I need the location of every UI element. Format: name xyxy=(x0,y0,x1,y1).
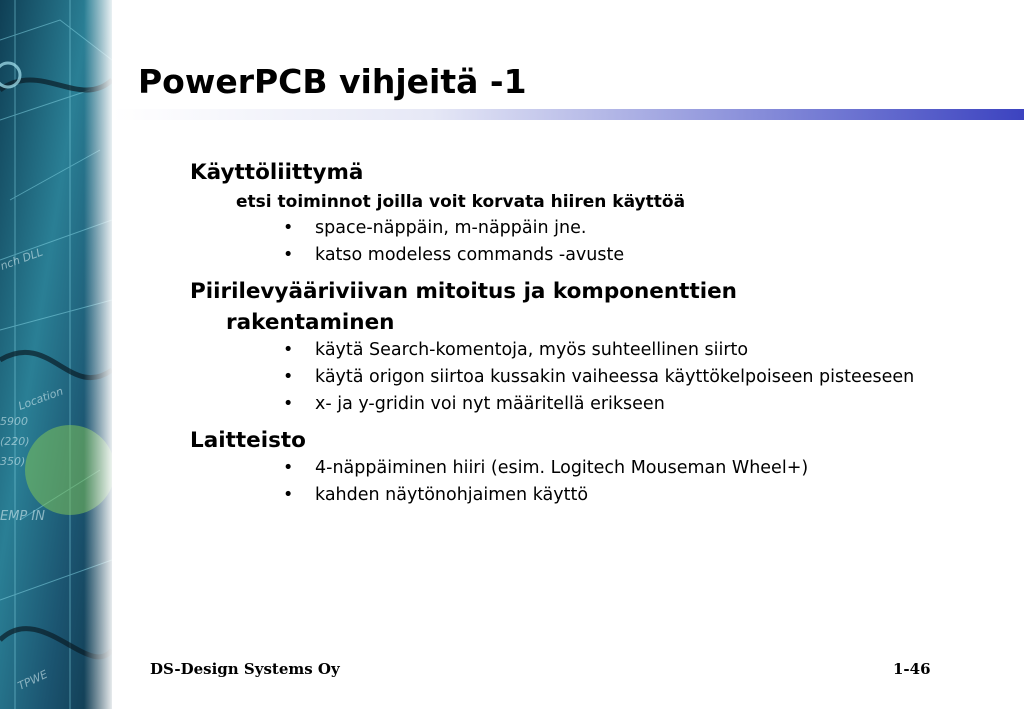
list-item-text: 4-näppäiminen hiiri (esim. Logitech Mouseman Wheel+) xyxy=(315,458,809,478)
footer-page-number: 1-46 xyxy=(893,660,931,678)
section-heading-kayttoliittyma: Käyttöliittymä xyxy=(190,160,364,185)
list-item-text: space-näppäin, m-näppäin jne. xyxy=(315,218,587,238)
title-underline-gradient xyxy=(112,109,1024,120)
section-heading-piirilevy xyxy=(190,276,990,338)
bullet-list xyxy=(190,216,990,268)
list-item xyxy=(190,338,915,363)
decorative-sidebar-image xyxy=(0,0,112,709)
bullet-icon: • xyxy=(283,367,294,387)
bullet-icon: • xyxy=(283,485,294,505)
list-item xyxy=(190,392,915,417)
list-item xyxy=(190,456,915,481)
slide-content xyxy=(190,157,990,510)
list-item-text: käytä Search-komentoja, myös suhteellinen siirto xyxy=(315,340,749,360)
bullet-icon: • xyxy=(283,218,294,238)
list-item-text: x- ja y-gridin voi nyt määritellä erikseen xyxy=(315,394,665,414)
bullet-list xyxy=(190,338,990,417)
section-heading-laitteisto: Laitteisto xyxy=(190,428,306,453)
list-item-text: katso modeless commands -avuste xyxy=(315,245,625,265)
list-item-text: kahden näytönohjaimen käyttö xyxy=(315,485,589,505)
bullet-icon: • xyxy=(283,245,294,265)
bullet-icon: • xyxy=(283,340,294,360)
list-item xyxy=(190,365,915,390)
section-subheading: etsi toiminnot joilla voit korvata hiiren käyttöä xyxy=(236,192,686,212)
section-heading-line: Piirilevyääriviivan mitoitus ja komponenttien xyxy=(190,279,737,304)
list-item xyxy=(190,216,915,241)
footer-company: DS-Design Systems Oy xyxy=(150,660,340,678)
page-title: PowerPCB vihjeitä -1 xyxy=(138,62,527,101)
bullet-icon: • xyxy=(283,394,294,414)
bullet-icon: • xyxy=(283,458,294,478)
bullet-list xyxy=(190,456,990,508)
list-item-text: käytä origon siirtoa kussakin vaiheessa käyttökelpoiseen pisteeseen xyxy=(315,367,915,387)
list-item xyxy=(190,483,915,508)
section-heading-line: rakentaminen xyxy=(226,310,395,335)
list-item xyxy=(190,243,915,268)
